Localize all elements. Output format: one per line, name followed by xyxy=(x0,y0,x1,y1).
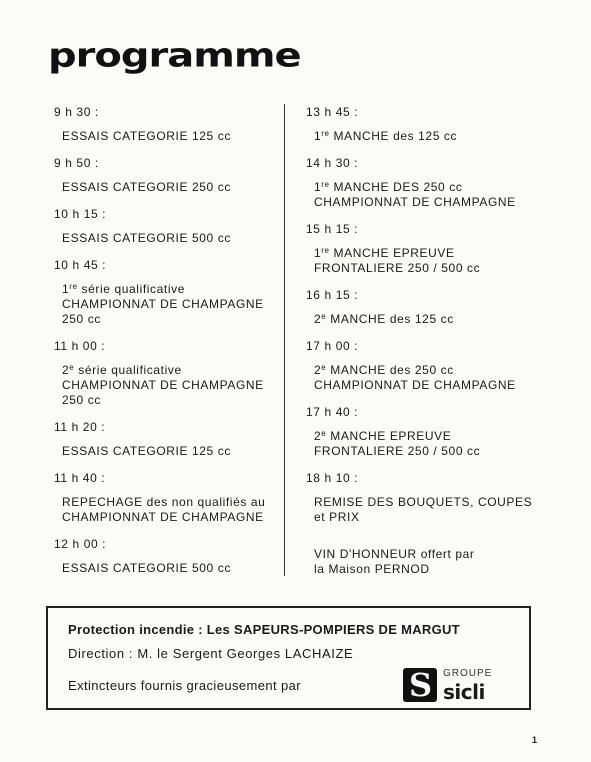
slot-line: CHAMPIONNAT DE CHAMPAGNE xyxy=(62,297,264,311)
sicli-logo-icon: S xyxy=(403,668,437,702)
schedule-slot xyxy=(298,405,538,471)
schedule-slot xyxy=(298,339,538,405)
slot-time: 11 h 20 : xyxy=(54,420,106,434)
slot-time: 10 h 15 : xyxy=(54,207,107,221)
slot-first-line: 1re série qualificative xyxy=(62,282,185,296)
page-number: 1 xyxy=(532,735,538,745)
slot-line: CHAMPIONNAT DE CHAMPAGNE xyxy=(314,378,516,392)
slot-first-line: 1re MANCHE des 125 cc xyxy=(314,129,458,143)
schedule-right-column xyxy=(298,105,538,577)
slot-time: 16 h 15 : xyxy=(306,288,359,302)
schedule-slot xyxy=(298,156,538,222)
slot-time: 11 h 40 : xyxy=(54,471,106,485)
schedule-slot xyxy=(46,258,282,339)
slot-line: CHAMPIONNAT DE CHAMPAGNE xyxy=(62,378,264,392)
slot-line: et PRIX xyxy=(314,510,360,524)
schedule-slot xyxy=(298,288,538,339)
logo-brand-text: sicli xyxy=(443,680,485,704)
slot-line: ESSAIS CATEGORIE 250 cc xyxy=(62,180,231,194)
schedule-left-column xyxy=(46,105,282,588)
slot-time: 17 h 00 : xyxy=(306,339,359,353)
slot-first-line: 2e MANCHE des 125 cc xyxy=(314,312,454,326)
closing-line: la Maison PERNOD xyxy=(314,562,430,576)
slot-time: 14 h 30 : xyxy=(306,156,359,170)
slot-line: ESSAIS CATEGORIE 500 cc xyxy=(62,231,231,245)
schedule-slot xyxy=(46,105,282,156)
slot-first-line: 1re MANCHE EPREUVE xyxy=(314,246,455,260)
fire-protection-line: Protection incendie : Les SAPEURS-POMPIERS DE MARGUT xyxy=(68,622,460,637)
schedule-slot xyxy=(46,420,282,471)
column-divider xyxy=(284,104,285,576)
direction-line: Direction : M. le Sergent Georges LACHAIZE xyxy=(68,646,354,661)
slot-line: 250 cc xyxy=(62,393,101,407)
schedule-slot xyxy=(298,222,538,288)
slot-line: FRONTALIERE 250 / 500 cc xyxy=(314,261,481,275)
closing-note xyxy=(314,547,538,577)
slot-time: 15 h 15 : xyxy=(306,222,359,236)
slot-time: 12 h 00 : xyxy=(54,537,107,551)
slot-first-line: 2e MANCHE EPREUVE xyxy=(314,429,452,443)
slot-line: ESSAIS CATEGORIE 125 cc xyxy=(62,129,231,143)
slot-line: ESSAIS CATEGORIE 500 cc xyxy=(62,561,231,575)
schedule-slot xyxy=(46,207,282,258)
page-title: programme xyxy=(48,37,301,75)
slot-time: 9 h 30 : xyxy=(54,105,99,119)
closing-line: VIN D'HONNEUR offert par xyxy=(314,547,475,561)
slot-line: FRONTALIERE 250 / 500 cc xyxy=(314,444,481,458)
schedule-slot xyxy=(46,537,282,588)
schedule-slot xyxy=(46,471,282,537)
slot-line: 250 cc xyxy=(62,312,101,326)
slot-line: REPECHAGE des non qualifiés au xyxy=(62,495,266,509)
slot-time: 13 h 45 : xyxy=(306,105,359,119)
slot-line: CHAMPIONNAT DE CHAMPAGNE xyxy=(62,510,264,524)
slot-first-line: 1re MANCHE DES 250 cc xyxy=(314,180,463,194)
slot-time: 10 h 45 : xyxy=(54,258,107,272)
sicli-logo xyxy=(403,666,523,708)
slot-time: 9 h 50 : xyxy=(54,156,99,170)
slot-line: ESSAIS CATEGORIE 125 cc xyxy=(62,444,231,458)
slot-first-line: 2e série qualificative xyxy=(62,363,182,377)
schedule-slot xyxy=(298,471,538,537)
slot-time: 18 h 10 : xyxy=(306,471,359,485)
logo-group-text: GROUPE xyxy=(443,668,493,679)
slot-line: CHAMPIONNAT DE CHAMPAGNE xyxy=(314,195,516,209)
slot-first-line: 2e MANCHE des 250 cc xyxy=(314,363,454,377)
slot-line: REMISE DES BOUQUETS, COUPES xyxy=(314,495,533,509)
extinguishers-line: Extincteurs fournis gracieusement par xyxy=(68,678,302,693)
slot-time: 11 h 00 : xyxy=(54,339,106,353)
schedule-slot xyxy=(46,339,282,420)
slot-time: 17 h 40 : xyxy=(306,405,359,419)
fire-protection-box xyxy=(46,606,531,710)
schedule-slot xyxy=(46,156,282,207)
schedule-slot xyxy=(298,105,538,156)
